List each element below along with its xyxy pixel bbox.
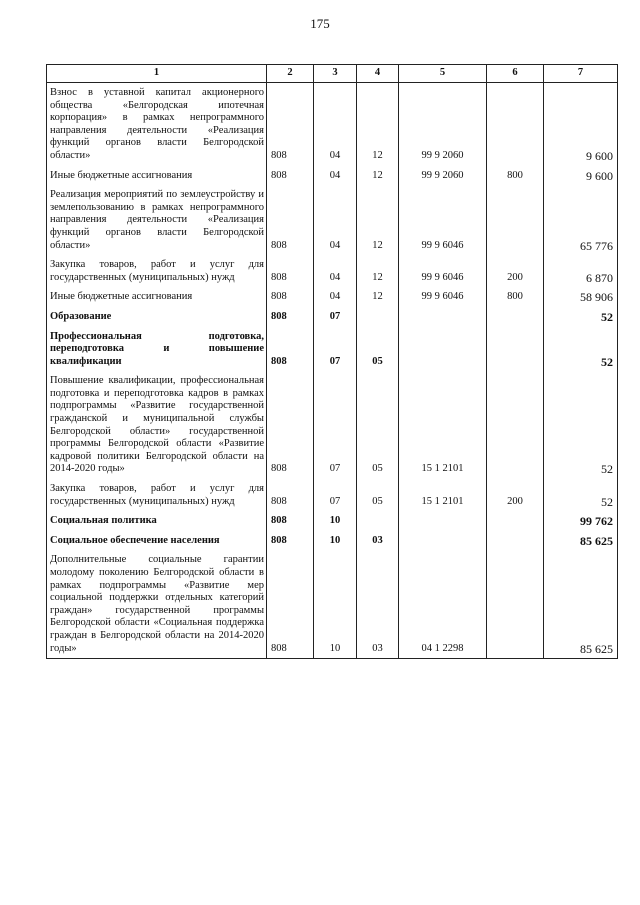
row-rz: 07: [314, 479, 357, 511]
row-pr: 03: [357, 550, 399, 658]
row-name: Иные бюджетные ассигнования: [47, 166, 267, 186]
row-csr: 99 9 2060: [399, 83, 487, 166]
row-rz: 04: [314, 166, 357, 186]
row-gr: 808: [267, 531, 314, 551]
row-pr: [357, 307, 399, 327]
row-csr: [399, 531, 487, 551]
row-name: Образование: [47, 307, 267, 327]
row-gr: 808: [267, 511, 314, 531]
row-name: Дополнительные социальные гарантии молодому поколению Белгородской области в рамках подпрограммы «Развитие мер социальной поддержки отдельных категорий граждан» государственной программы Белгородской области «Социальная поддержка граждан в Белгородской области на 2014-2020 годы»: [47, 550, 267, 658]
row-pr: 12: [357, 83, 399, 166]
table-row: [47, 185, 618, 255]
row-csr: 99 9 6046: [399, 255, 487, 287]
table-row: [47, 287, 618, 307]
header-row: [47, 65, 618, 83]
header-col-7: 7: [544, 65, 618, 83]
row-sum: 58 906: [544, 287, 618, 307]
row-rz: 04: [314, 287, 357, 307]
header-col-3: 3: [314, 65, 357, 83]
row-rz: 10: [314, 531, 357, 551]
row-gr: 808: [267, 166, 314, 186]
row-csr: 15 1 2101: [399, 479, 487, 511]
page-number: 175: [310, 16, 330, 31]
row-rz: 04: [314, 185, 357, 255]
row-pr: 12: [357, 255, 399, 287]
row-gr: 808: [267, 327, 314, 372]
row-rz: 10: [314, 550, 357, 658]
header-col-1: 1: [47, 65, 267, 83]
row-gr: 808: [267, 185, 314, 255]
row-vr: [487, 185, 544, 255]
row-gr: 808: [267, 255, 314, 287]
row-vr: 200: [487, 255, 544, 287]
row-gr: 808: [267, 307, 314, 327]
row-csr: [399, 307, 487, 327]
row-gr: 808: [267, 371, 314, 479]
header-col-4: 4: [357, 65, 399, 83]
header-col-2: 2: [267, 65, 314, 83]
row-vr: 800: [487, 287, 544, 307]
row-name: Повышение квалификации, профессиональная подготовка и переподготовка кадров в рамках подпрограммы «Развитие государственной гражданской и муниципальной службы Белгородской области» государственной программы Белгородской области «Развитие кадровой политики Белгородской области на 2014-2020 годы»: [47, 371, 267, 479]
table-row: [47, 511, 618, 531]
table-row: [47, 479, 618, 511]
row-sum: 9 600: [544, 166, 618, 186]
row-sum: 52: [544, 327, 618, 372]
row-sum: 9 600: [544, 83, 618, 166]
table-row: [47, 327, 618, 372]
row-csr: 99 9 6046: [399, 185, 487, 255]
table-row: [47, 531, 618, 551]
row-vr: [487, 83, 544, 166]
row-csr: [399, 327, 487, 372]
row-gr: 808: [267, 550, 314, 658]
row-vr: [487, 307, 544, 327]
table-row: [47, 307, 618, 327]
header-col-5: 5: [399, 65, 487, 83]
row-sum: 99 762: [544, 511, 618, 531]
table-row: [47, 550, 618, 658]
row-csr: 99 9 6046: [399, 287, 487, 307]
row-name: Социальная политика: [47, 511, 267, 531]
row-sum: 85 625: [544, 550, 618, 658]
row-vr: 800: [487, 166, 544, 186]
row-name: Закупка товаров, работ и услуг для государственных (муниципальных) нужд: [47, 255, 267, 287]
row-pr: 05: [357, 371, 399, 479]
row-csr: 99 9 2060: [399, 166, 487, 186]
row-name: Социальное обеспечение населения: [47, 531, 267, 551]
row-gr: 808: [267, 287, 314, 307]
row-pr: 12: [357, 185, 399, 255]
table-row: [47, 83, 618, 166]
row-rz: 10: [314, 511, 357, 531]
header-col-6: 6: [487, 65, 544, 83]
row-vr: 200: [487, 479, 544, 511]
row-name: Реализация мероприятий по землеустройству и землепользованию в рамках непрограммного направления деятельности «Реализация функций органов власти Белгородской области»: [47, 185, 267, 255]
table-row: [47, 166, 618, 186]
row-pr: 05: [357, 327, 399, 372]
row-sum: 65 776: [544, 185, 618, 255]
table-row: [47, 255, 618, 287]
row-sum: 52: [544, 479, 618, 511]
table-row: [47, 371, 618, 479]
row-rz: 04: [314, 83, 357, 166]
row-vr: [487, 550, 544, 658]
row-rz: 07: [314, 307, 357, 327]
row-gr: 808: [267, 479, 314, 511]
row-csr: 15 1 2101: [399, 371, 487, 479]
row-csr: [399, 511, 487, 531]
row-rz: 07: [314, 327, 357, 372]
row-pr: [357, 511, 399, 531]
row-vr: [487, 327, 544, 372]
row-vr: [487, 531, 544, 551]
row-rz: 07: [314, 371, 357, 479]
row-vr: [487, 371, 544, 479]
row-sum: 85 625: [544, 531, 618, 551]
row-vr: [487, 511, 544, 531]
row-csr: 04 1 2298: [399, 550, 487, 658]
row-name: Закупка товаров, работ и услуг для государственных (муниципальных) нужд: [47, 479, 267, 511]
row-sum: 6 870: [544, 255, 618, 287]
row-pr: 12: [357, 166, 399, 186]
row-sum: 52: [544, 307, 618, 327]
row-name: Иные бюджетные ассигнования: [47, 287, 267, 307]
row-gr: 808: [267, 83, 314, 166]
budget-table: [46, 64, 618, 659]
row-name: Взнос в уставной капитал акционерного общества «Белгородская ипотечная корпорация» в рамках непрограммного направления деятельности «Реализация функций органов власти Белгородской области»: [47, 83, 267, 166]
row-name: Профессиональная подготовка, переподготовка и повышение квалификации: [47, 327, 267, 372]
row-sum: 52: [544, 371, 618, 479]
row-pr: 12: [357, 287, 399, 307]
row-rz: 04: [314, 255, 357, 287]
row-pr: 03: [357, 531, 399, 551]
row-pr: 05: [357, 479, 399, 511]
